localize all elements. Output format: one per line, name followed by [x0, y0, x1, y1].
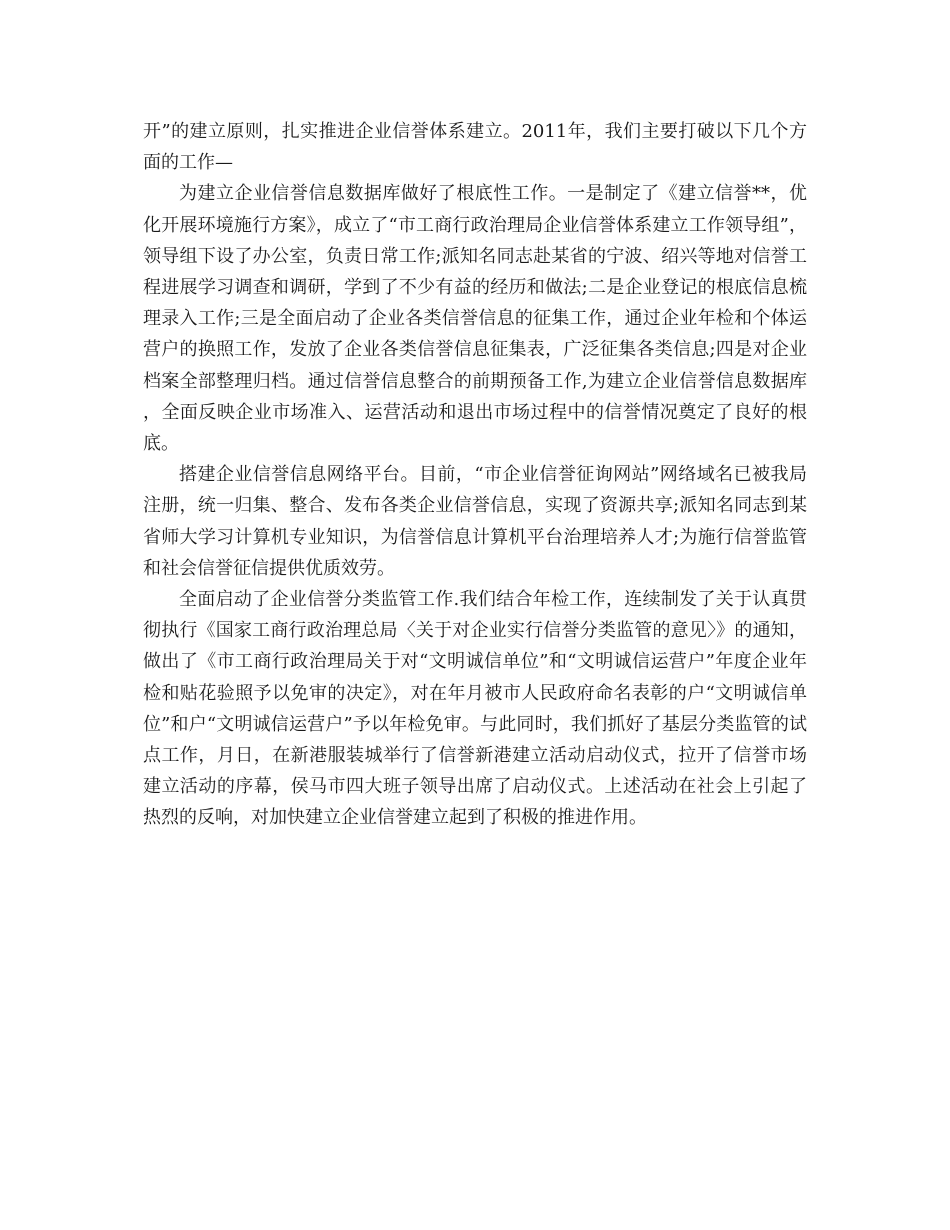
paragraph-3: 搭建企业信誉信息网络平台。目前，“市企业信誉征询网站”网络域名已被我局注册，统一归集、整合、发布各类企业信誉信息，实现了资源共享;派知名同志到某省师大学习计算机专业知识，为信誉信息计算机平台治理培养人才;为施行信誉监管和社会信誉征信提供优质效劳。	[143, 464, 807, 579]
paragraph-2: 为建立企业信誉信息数据库做好了根底性工作。一是制定了《建立信誉**，优化开展环境施行方案》，成立了“市工商行政治理局企业信誉体系建立工作领导组”，领导组下设了办公室，负责日常工作;派知名同志赴某省的宁波、绍兴等地对信誉工程进展学习调查和调研，学到了不少有益的经历和做法;二是企业登记的根底信息梳理录入工作;三是全面启动了企业各类信誉信息的征集工作，通过企业年检和个体运营户的换照工作，发放了企业各类信誉信息征集表，广泛征集各类信息;四是对企业档案全部整理归档。通过信誉信息整合的前期预备工作,为建立企业信誉信息数据库，全面反映企业市场准入、运营活动和退出市场过程中的信誉情况奠定了良好的根底。	[143, 183, 807, 455]
document-body	[143, 116, 807, 834]
paragraph-1: 开”的建立原则，扎实推进企业信誉体系建立。2011年，我们主要打破以下几个方面的工作—	[143, 121, 807, 174]
paragraph-4: 全面启动了企业信誉分类监管工作.我们结合年检工作，连续制发了关于认真贯彻执行《国家工商行政治理总局〈关于对企业实行信誉分类监管的意见〉》的通知，做出了《市工商行政治理局关于对“文明诚信单位”和“文明诚信运营户”年度企业年检和贴花验照予以免审的决定》，对在年月被市人民政府命名表彰的户“文明诚信单位”和户“文明诚信运营户”予以年检免审。与此同时，我们抓好了基层分类监管的试点工作，月日，在新港服装城举行了信誉新港建立活动启动仪式，拉开了信誉市场建立活动的序幕，侯马市四大班子领导出席了启动仪式。上述活动在社会上引起了热烈的反响，对加快建立企业信誉建立起到了积极的推进作用。	[143, 589, 807, 829]
